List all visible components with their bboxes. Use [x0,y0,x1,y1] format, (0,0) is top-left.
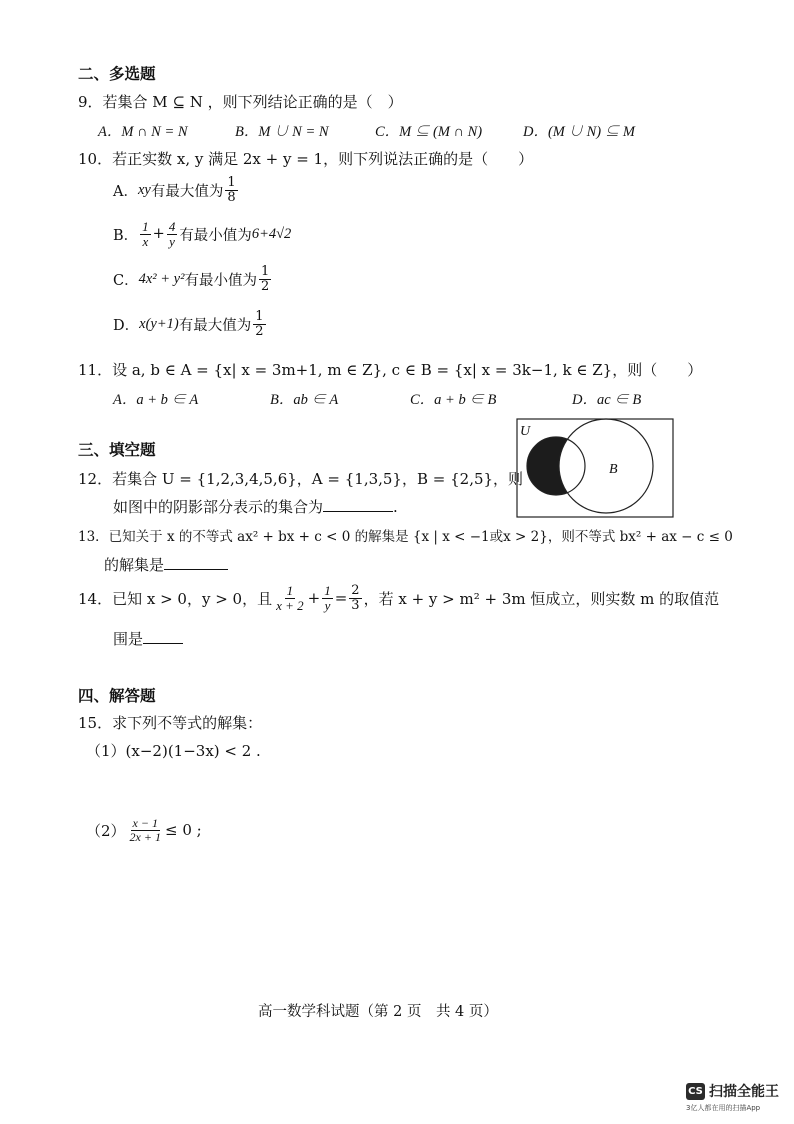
question-10-option-c [113,265,273,293]
option-b-fraction-1 [140,220,151,248]
plus-sign: + [307,589,321,608]
question-15-part-2 [86,817,202,843]
question-10-option-d [113,310,268,338]
set-b-label: B [609,462,618,477]
fraction-denominator: y [324,597,331,613]
question-14-fraction-3 [349,584,361,612]
universe-label: U [520,424,531,439]
plus-sign: + [152,226,165,243]
part-2-label: （2） [86,821,126,840]
option-a-expression: xy [137,181,151,198]
part-2-rest: ≤ 0 ; [164,821,202,840]
fraction-denominator: 8 [227,189,236,205]
question-10-stem: 10．若正实数 x, y 满足 2x + y = 1，则下列说法正确的是（ ） [78,150,534,168]
option-b-value: 6+4√2 [251,225,292,242]
answer-blank[interactable] [164,556,228,570]
fraction-numerator: 1 [255,309,264,324]
fraction-numerator: 1 [227,175,236,190]
fraction-denominator: 3 [351,597,360,613]
option-a-text: 有最大值为 [150,183,224,200]
section-heading-fill-in: 三、填空题 [78,441,156,459]
question-10-option-a [113,176,240,204]
question-9-option-d: D．(M ∪ N) ⊆ M [523,124,635,140]
scanner-slogan: 3亿人都在用的扫描App [686,1104,761,1112]
fraction-numerator: 1 [324,583,331,598]
option-d-label: D． [113,317,140,334]
scanner-brand-name: 扫描全能王 [709,1084,779,1100]
question-9-option-a: A．M ∩ N = N [98,124,188,140]
option-d-fraction [253,310,265,338]
option-a-label: A． [113,183,138,200]
scanner-watermark [686,1081,779,1101]
question-14-text: 围是 [113,630,144,648]
fraction-denominator: 2 [255,323,264,339]
option-b-label: B． [113,227,139,244]
option-b-text: 有最小值为 [179,227,252,244]
question-14-prefix: 14．已知 x > 0，y > 0，且 [78,589,273,608]
scanner-logo-icon: CS [686,1083,705,1100]
question-15-stem: 15．求下列不等式的解集： [78,714,263,732]
question-11-option-a: A．a + b ∈ A [113,392,199,408]
answer-blank[interactable] [323,498,393,512]
fraction-denominator: x + 2 [276,597,304,613]
section-heading-multiple-choice: 二、多选题 [78,65,156,83]
venn-diagram [516,418,674,518]
fraction-denominator: 2 [260,278,270,294]
question-11-option-b: B．ab ∈ A [270,392,339,408]
question-12-line-1: 12．若集合 U = {1,2,3,4,5,6}，A = {1,3,5}，B = {2,5}，则 [78,470,524,488]
fraction-numerator: 1 [286,583,294,598]
question-13-line-1: 13．已知关于 x 的不等式 ax² + bx + c < 0 的解集是 {x | x < −1或x > 2}，则不等式 bx² + ax − c ≤ 0 [78,529,733,545]
equals-sign: = [334,589,348,608]
question-11-option-d: D．ac ∈ B [572,392,642,408]
option-d-text: 有最大值为 [178,317,252,334]
option-c-fraction [259,265,271,293]
question-13-text: 的解集是 [104,556,165,574]
question-9-option-c: C．M ⊆ (M ∩ N) [375,124,483,140]
question-15-part-1: （1）(x−2)(1−3x) < 2 . [86,742,261,760]
question-14-fraction-1 [274,584,306,612]
question-12-text: 如图中的阴影部分表示的集合为 [113,498,324,516]
answer-blank[interactable] [143,630,183,644]
fraction-denominator: 2x + 1 [129,829,161,844]
question-11-stem: 11．设 a, b ∈ A = {x| x = 3m+1, m ∈ Z}, c ∈ B = {x| x = 3k−1, k ∈ Z}，则（ ） [78,361,703,379]
option-a-fraction [225,176,237,204]
part-2-fraction [128,817,163,843]
option-c-expression: 4x² + y² [138,270,185,287]
option-c-label: C． [113,272,139,289]
question-14-fraction-2 [322,584,333,612]
fraction-numerator: 4 [168,219,176,234]
question-12-end: . [393,498,398,516]
fraction-numerator: 1 [142,219,149,234]
question-14-suffix: ，若 x + y > m² + 3m 恒成立，则实数 m 的取值范 [363,589,720,608]
question-14-line-2 [113,628,183,649]
question-10-option-b [113,220,291,248]
fraction-denominator: x [142,233,149,249]
fraction-numerator: 1 [260,264,270,279]
option-d-expression: x(y+1) [139,315,179,332]
question-14-line-1 [78,584,719,612]
option-c-text: 有最小值为 [184,272,257,289]
section-heading-free-response: 四、解答题 [78,687,156,705]
option-b-fraction-2 [167,220,178,248]
question-12-line-2 [113,496,398,517]
question-13-line-2 [104,554,228,575]
fraction-numerator: x − 1 [132,816,158,830]
question-11-option-c: C．a + b ∈ B [410,392,497,408]
question-9-stem: 9．若集合 M ⊆ N ，则下列结论正确的是（ ） [78,93,403,111]
fraction-denominator: y [169,233,175,249]
fraction-numerator: 2 [351,583,360,598]
question-9-option-b: B．M ∪ N = N [235,124,329,140]
page-footer: 高一数学科试题（第 2 页 共 4 页） [258,1004,498,1020]
